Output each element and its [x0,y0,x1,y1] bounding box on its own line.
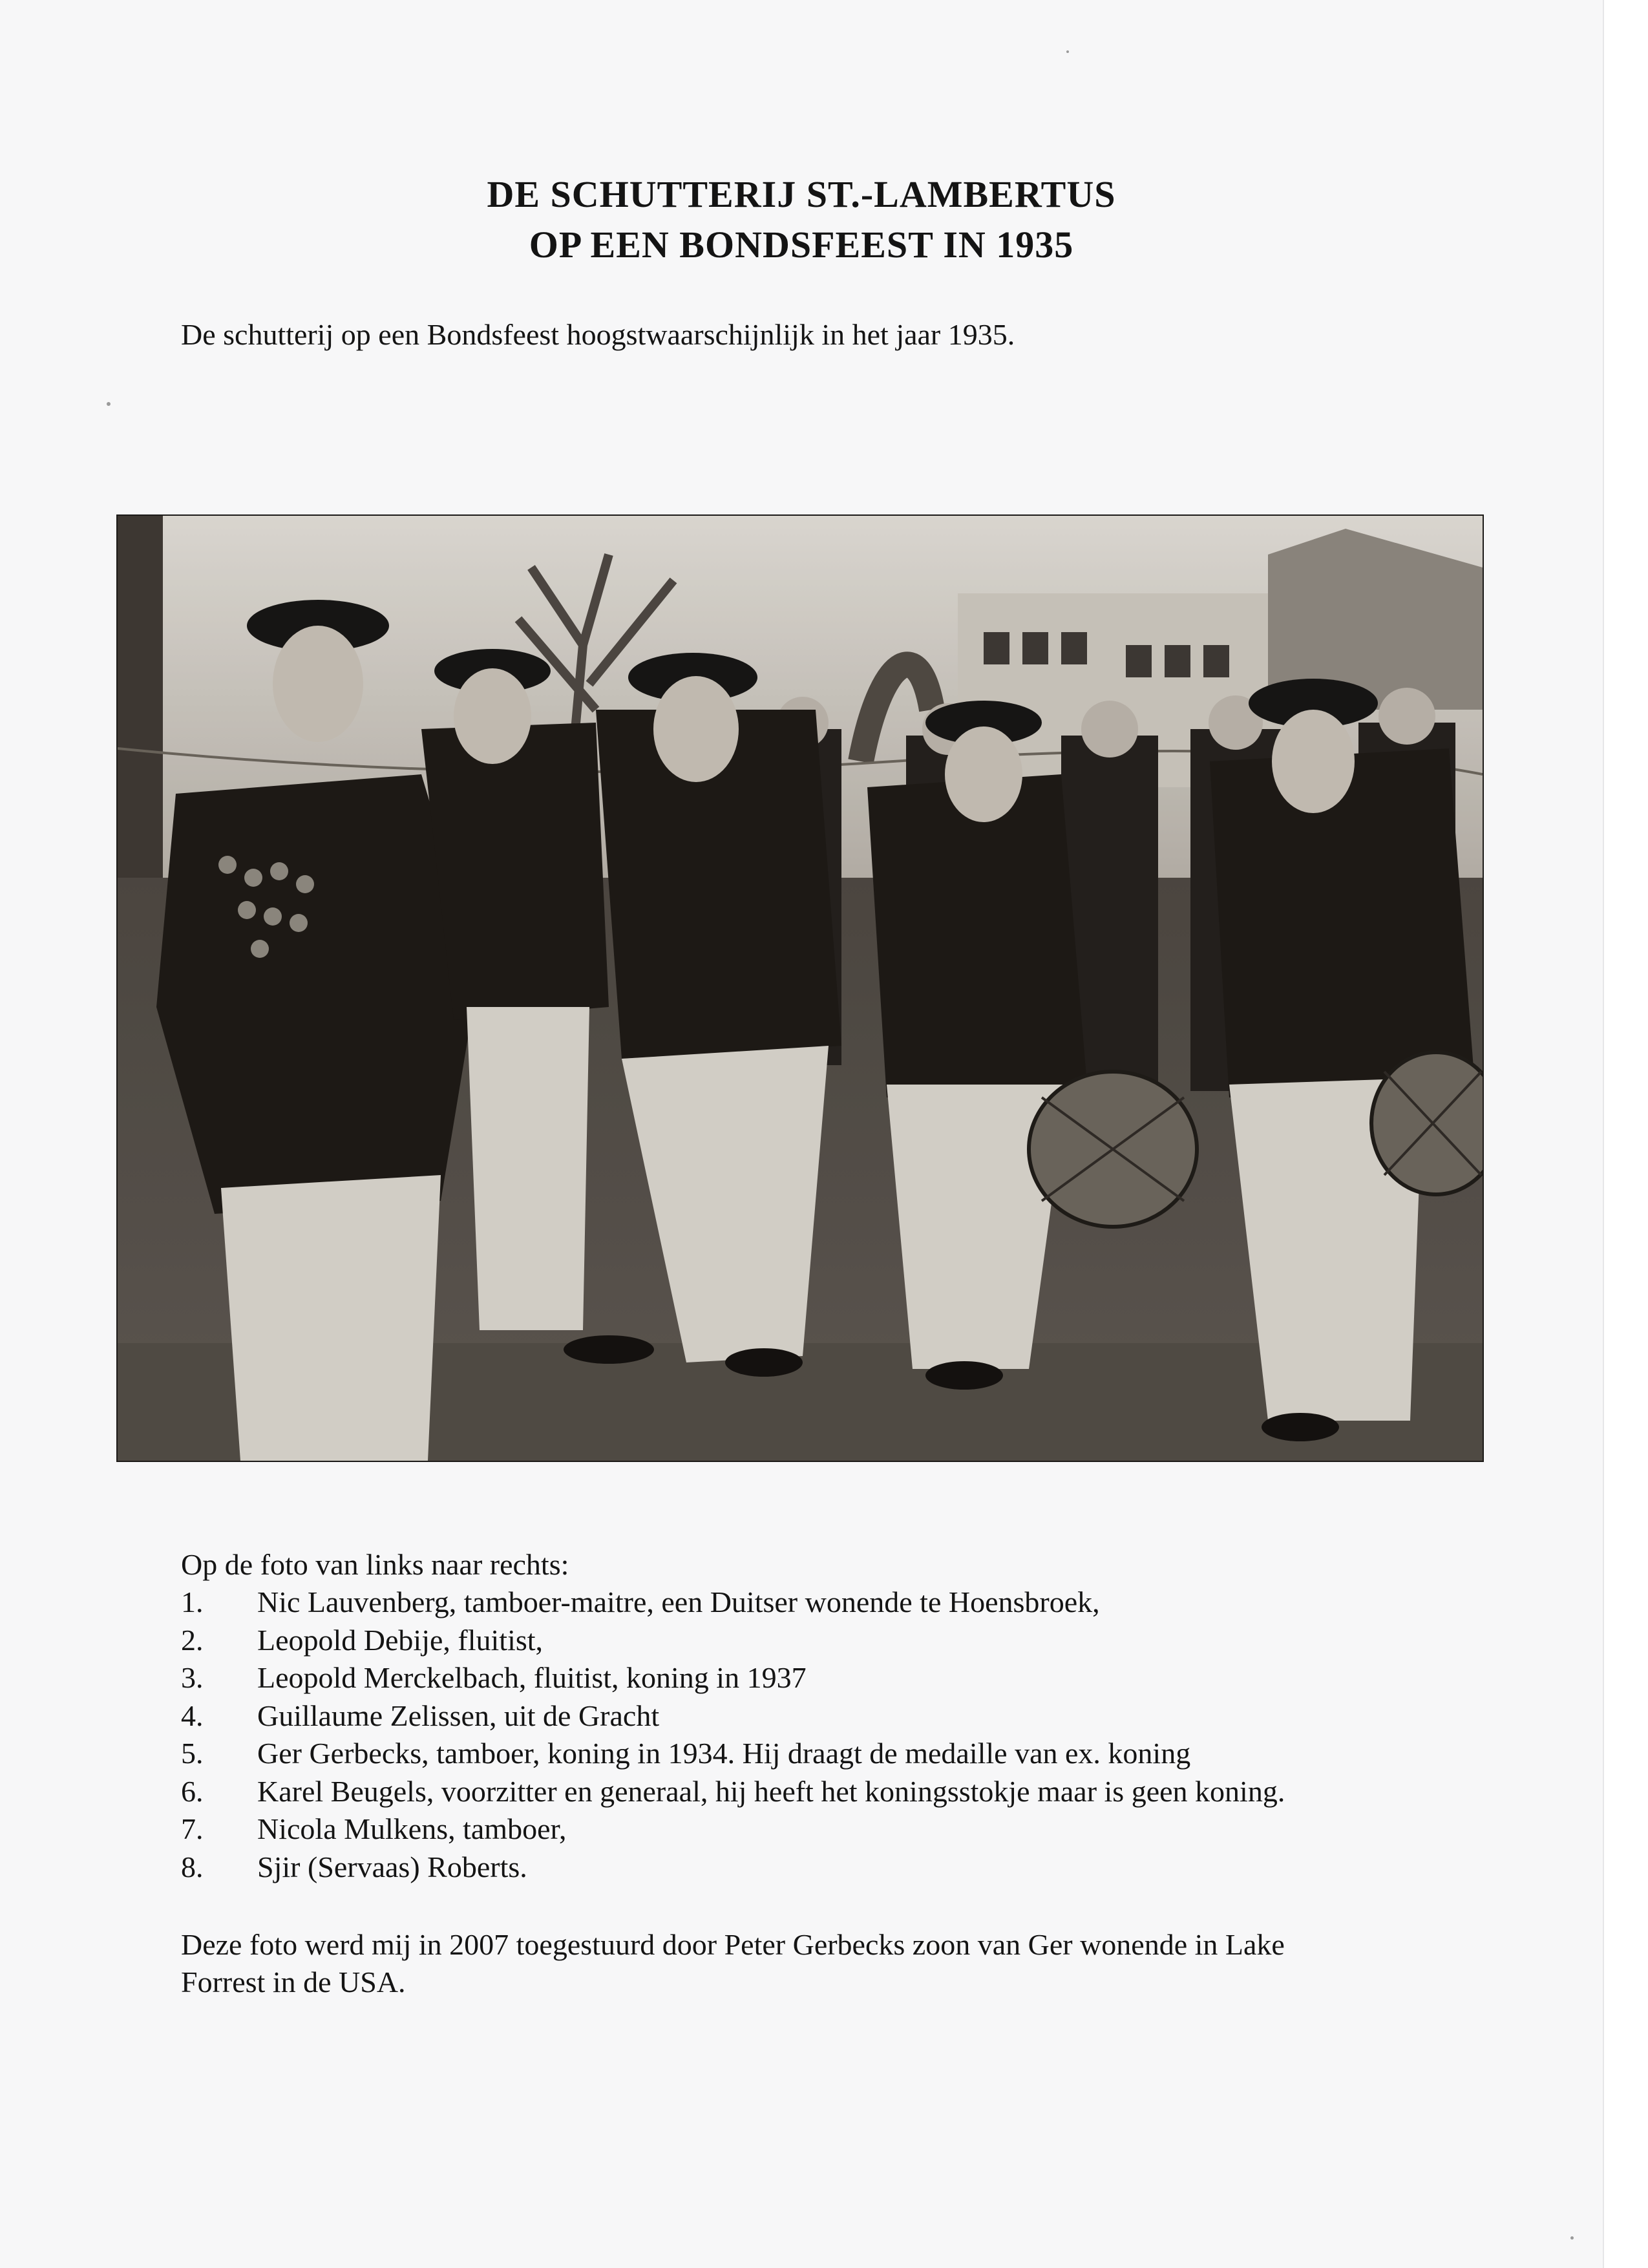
people-list [181,1584,1285,1886]
historic-photo [118,516,1483,1461]
list-text: Leopold Merckelbach, fluitist, koning in 1937 [257,1661,807,1694]
list-item [181,1622,1285,1660]
list-number: 8. [181,1850,204,1883]
list-text: Leopold Debije, fluitist, [257,1623,544,1657]
closing-line-1: Deze foto werd mij in 2007 toegestuurd door Peter Gerbecks zoon van Ger wonende in Lake [181,1928,1285,1961]
list-text: Ger Gerbecks, tamboer, koning in 1934. Hij draagt de medaille van ex. koning [257,1737,1191,1770]
title-line-2: OP EEN BONDSFEEST IN 1935 [529,224,1074,266]
scan-speck [1570,2236,1574,2240]
list-text: Guillaume Zelissen, uit de Gracht [257,1699,660,1732]
document-title [0,169,1603,270]
intro-text: De schutterij op een Bondsfeest hoogstwaarschijnlijk in het jaar 1935. [181,318,1015,351]
list-item [181,1697,1285,1735]
scan-speck [107,402,111,406]
list-number: 1. [181,1585,204,1618]
list-number: 2. [181,1623,204,1657]
list-text: Nicola Mulkens, tamboer, [257,1812,567,1845]
list-item [181,1810,1285,1849]
list-number: 6. [181,1774,204,1808]
closing-paragraph [181,1926,1467,2001]
list-number: 7. [181,1812,204,1845]
list-item [181,1849,1285,1887]
list-item [181,1659,1285,1697]
closing-line-2: Forrest in de USA. [181,1966,406,1998]
scan-speck [1066,50,1069,53]
list-text: Sjir (Servaas) Roberts. [257,1850,527,1883]
list-text: Nic Lauvenberg, tamboer-maitre, een Duitser wonende te Hoensbroek, [257,1585,1100,1618]
list-item [181,1584,1285,1622]
list-text: Karel Beugels, voorzitter en generaal, hij heeft het koningsstokje maar is geen koning. [257,1774,1285,1808]
list-number: 5. [181,1737,204,1770]
list-number: 4. [181,1699,204,1732]
list-item [181,1773,1285,1811]
title-line-1: DE SCHUTTERIJ ST.-LAMBERTUS [487,173,1116,215]
list-number: 3. [181,1661,204,1694]
photo-caption: Op de foto van links naar rechts: [181,1548,569,1581]
scan-edge [1603,0,1648,2268]
photo-illustration [118,516,1483,1461]
list-item [181,1735,1285,1773]
